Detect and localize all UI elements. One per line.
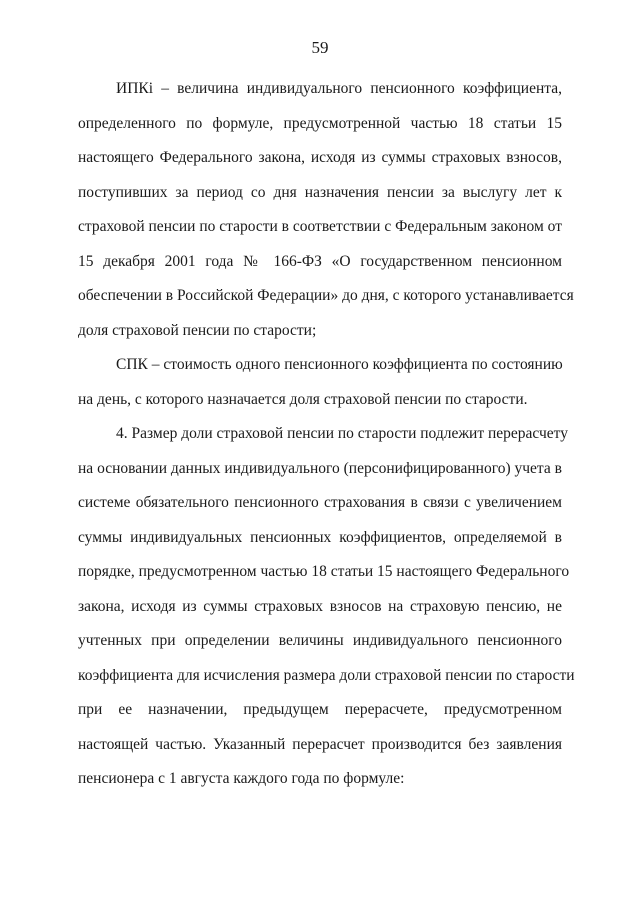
- paragraph-3-line-7: учтенных при определении величины индивидуального пенсионного: [78, 632, 562, 649]
- paragraph-2-line-2: на день, с которого назначается доля страховой пенсии по старости.: [78, 390, 528, 408]
- paragraph-3-line-8: коэффициента для исчисления размера доли страховой пенсии по старости: [78, 666, 575, 684]
- paragraph-1-line-6: 15 декабря 2001 года № 166-ФЗ «О государственном пенсионном: [78, 252, 562, 270]
- page-number: 59: [311, 38, 329, 57]
- paragraph-1-line-8: доля страховой пенсии по старости;: [78, 321, 317, 339]
- paragraph-3-line-5: порядке, предусмотренном частью 18 статьи 15 настоящего Федерального: [78, 563, 570, 580]
- paragraph-2-line-1: СПК – стоимость одного пенсионного коэффициента по состоянию: [116, 356, 563, 373]
- paragraph-3-line-11: пенсионера с 1 августа каждого года по формуле:: [78, 770, 405, 787]
- paragraph-3-line-1: 4. Размер доли страховой пенсии по старости подлежит перерасчету: [116, 425, 568, 442]
- paragraph-1-line-4: поступивших за период со дня назначения пенсии за выслугу лет к: [78, 183, 562, 201]
- paragraph-3-line-3: системе обязательного пенсионного страхования в связи с увеличением: [78, 494, 562, 511]
- paragraph-1-line-1: ИПКi – величина индивидуального пенсионного коэффициента,: [116, 80, 562, 97]
- paragraph-3-line-9: при ее назначении, предыдущем перерасчете, предусмотренном: [78, 701, 562, 718]
- paragraph-1-line-5: страховой пенсии по старости в соответствии с Федеральным законом от: [78, 218, 562, 235]
- paragraph-3-line-4: суммы индивидуальных пенсионных коэффициентов, определяемой в: [78, 528, 562, 546]
- paragraph-1-line-7: обеспечении в Российской Федерации» до дня, с которого устанавливается: [78, 287, 574, 304]
- paragraph-1-line-2: определенного по формуле, предусмотренной частью 18 статьи 15: [78, 114, 562, 132]
- paragraph-3-line-6: закона, исходя из суммы страховых взносов на страховую пенсию, не: [78, 597, 562, 615]
- paragraph-1-line-3: настоящего Федерального закона, исходя из суммы страховых взносов,: [78, 149, 562, 166]
- paragraph-3-line-10: настоящей частью. Указанный перерасчет производится без заявления: [78, 735, 562, 753]
- document-body: [78, 78, 575, 803]
- paragraph-3-line-2: на основании данных индивидуального (персонифицированного) учета в: [78, 459, 562, 477]
